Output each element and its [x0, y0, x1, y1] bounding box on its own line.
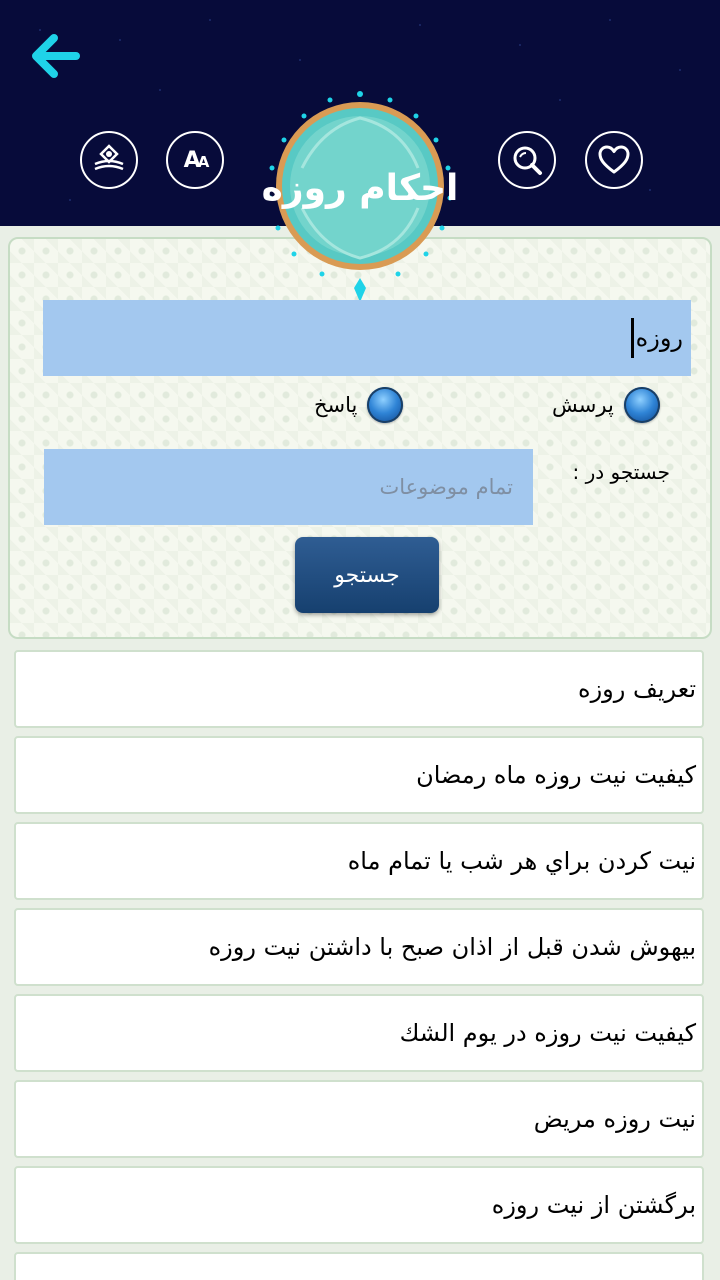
topic-item[interactable]: نیت روزه مریض	[14, 1080, 704, 1158]
quran-button[interactable]	[80, 131, 138, 189]
topic-select-placeholder: تمام موضوعات	[379, 475, 513, 499]
back-arrow-icon	[32, 32, 80, 80]
search-button[interactable]	[498, 131, 556, 189]
book-icon	[91, 142, 127, 178]
back-button[interactable]	[30, 30, 82, 82]
topic-item[interactable]: تعریف روزه	[14, 650, 704, 728]
radio-question-label: پرسش	[552, 393, 614, 417]
search-in-label: جستجو در :	[572, 460, 670, 484]
radio-answer[interactable]	[314, 385, 403, 425]
topic-select[interactable]	[44, 449, 533, 525]
font-size-icon: AA	[183, 147, 207, 173]
radio-answer-dot[interactable]	[367, 387, 403, 423]
topic-item[interactable]: کیفیت نیت روزه ماه رمضان	[14, 736, 704, 814]
svg-text:احکام روزه: احکام روزه	[262, 168, 458, 209]
radio-question-dot[interactable]	[624, 387, 660, 423]
heart-icon	[597, 143, 631, 177]
search-query-input[interactable]: روزه	[43, 300, 691, 376]
topic-item[interactable]	[14, 1252, 704, 1280]
font-size-button[interactable]	[166, 131, 224, 189]
topic-item[interactable]: کیفیت نیت روزه در یوم الشك	[14, 994, 704, 1072]
topic-item[interactable]: بیهوش شدن قبل از اذان صبح با داشتن نیت روزه	[14, 908, 704, 986]
text-caret	[631, 318, 634, 358]
search-icon	[510, 143, 544, 177]
topic-item[interactable]: نیت کردن براي هر شب یا تمام ماه	[14, 822, 704, 900]
topic-item[interactable]: برگشتن از نیت روزه	[14, 1166, 704, 1244]
app-logo	[262, 88, 458, 304]
radio-answer-label: پاسخ	[314, 393, 358, 417]
radio-question[interactable]	[552, 385, 660, 425]
favorites-button[interactable]	[585, 131, 643, 189]
search-submit-button[interactable]: جستجو	[295, 537, 439, 613]
